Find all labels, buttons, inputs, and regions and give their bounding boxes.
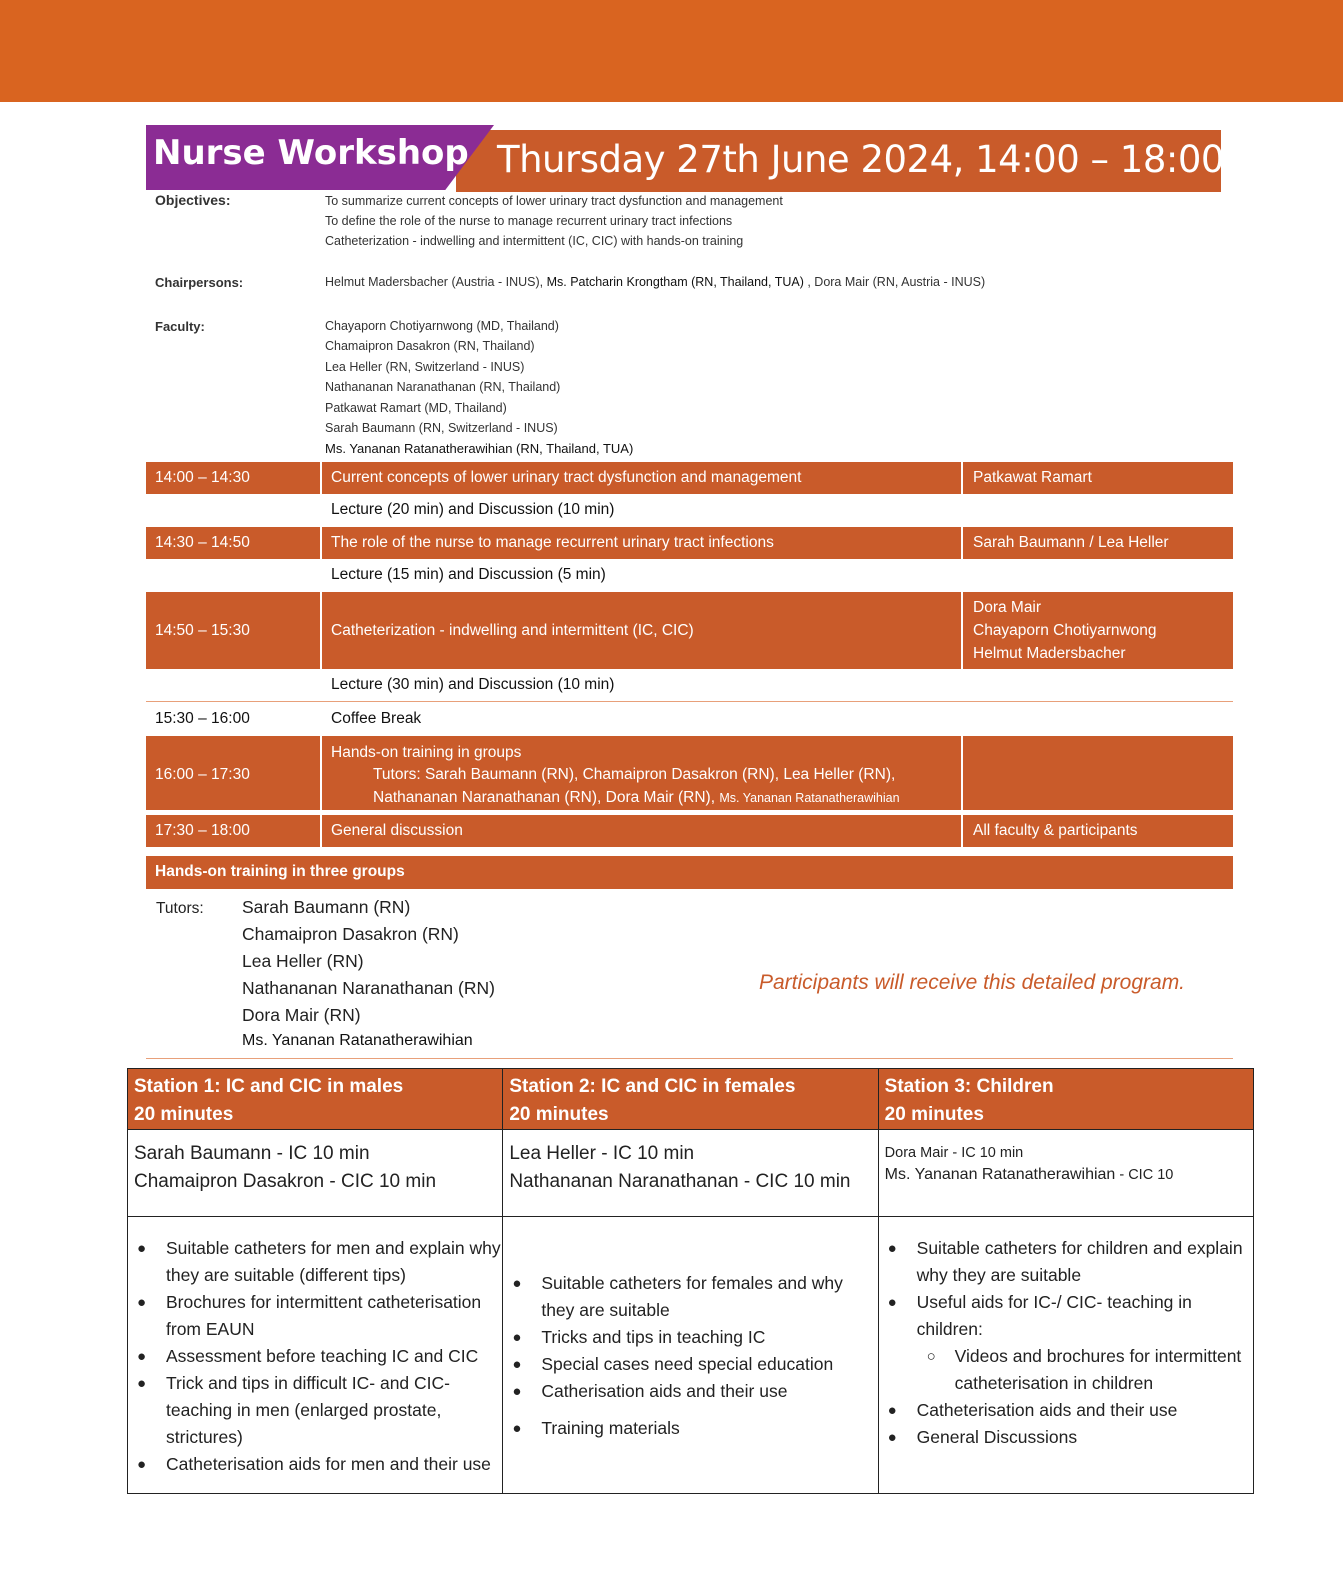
session-topic: The role of the nurse to manage recurrent urinary tract infections	[331, 534, 774, 551]
session-tutors: Tutors: Sarah Baumann (RN), Chamaipron Dasakron (RN), Lea Heller (RN),	[373, 766, 896, 783]
faculty-label: Faculty:	[155, 319, 205, 334]
bullet-dot-icon: ●	[512, 1275, 522, 1292]
bullet-dot-icon: ●	[137, 1375, 147, 1392]
list-item-text: Useful aids for IC-/ CIC- teaching in children:	[916, 1292, 1192, 1339]
column-divider	[961, 736, 963, 810]
list-item-text: Training materials	[541, 1418, 680, 1438]
schedule-row	[146, 462, 1233, 494]
session-speaker: Dora Mair	[973, 599, 1042, 616]
instructor-line: Nathananan Naranathanan - CIC 10 min	[509, 1171, 851, 1192]
list-item-text: Special cases need special education	[541, 1354, 834, 1374]
station-duration: 20 minutes	[509, 1104, 609, 1125]
list-item	[128, 1289, 502, 1343]
session-speaker: Sarah Baumann / Lea Heller	[973, 534, 1169, 551]
list-item-text: Videos and brochures for intermittent catheterisation in children	[954, 1346, 1242, 1393]
list-item-text: Catheterisation aids and their use	[916, 1400, 1178, 1420]
station-duration: 20 minutes	[884, 1104, 984, 1125]
faculty-member: Chamaipron Dasakron (RN, Thailand)	[325, 339, 535, 353]
list-item	[879, 1235, 1253, 1289]
station-instructors	[128, 1130, 503, 1217]
column-divider	[320, 592, 322, 669]
chairperson-2: Ms. Patcharin Krongtham (RN, Thailand, TUA)	[546, 275, 804, 289]
list-item	[128, 1235, 502, 1289]
list-item-text: Catheterisation aids for men and their use	[166, 1454, 491, 1474]
topic-list	[503, 1270, 877, 1442]
faculty-member: Sarah Baumann (RN, Switzerland - INUS)	[325, 421, 558, 435]
faculty-member: Lea Heller (RN, Switzerland - INUS)	[325, 360, 525, 374]
objective-item: To define the role of the nurse to manage recurrent urinary tract infections	[325, 214, 733, 228]
chairperson-3: , Dora Mair (RN, Austria - INUS)	[803, 275, 986, 289]
column-divider	[961, 527, 963, 559]
session-tutor-small: Ms. Yananan Ratanatherawihian	[719, 791, 900, 805]
faculty-member: Ms. Yananan Ratanatherawihian (RN, Thailand, TUA)	[325, 441, 634, 456]
bullet-dot-icon: ●	[887, 1240, 897, 1257]
session-speaker: Patkawat Ramart	[973, 469, 1092, 486]
column-divider	[961, 815, 963, 847]
list-item	[503, 1415, 877, 1442]
schedule-row	[146, 592, 1233, 669]
station-header	[503, 1069, 878, 1130]
tutor-name: Dora Mair (RN)	[242, 1005, 361, 1025]
hands-on-header	[146, 856, 1233, 889]
station-title: Station 2: IC and CIC in females	[509, 1076, 796, 1097]
column-divider	[320, 815, 322, 847]
instructor-role: - CIC 10	[1115, 1167, 1174, 1183]
session-time: 14:50 – 15:30	[155, 622, 250, 639]
bullet-dot-icon: ●	[512, 1420, 522, 1437]
bullet-dot-icon: ●	[512, 1356, 522, 1373]
bullet-dot-icon: ●	[512, 1329, 522, 1346]
list-item-text: Catherisation aids and their use	[541, 1381, 788, 1401]
column-divider	[320, 462, 322, 494]
session-topic: Current concepts of lower urinary tract dysfunction and management	[331, 469, 802, 486]
list-item-text: Tricks and tips in teaching IC	[541, 1327, 766, 1347]
session-format-row	[146, 499, 1233, 523]
bullet-dot-icon: ●	[512, 1383, 522, 1400]
chairperson-1: Helmut Madersbacher (Austria - INUS),	[325, 275, 547, 289]
session-speaker: All faculty & participants	[973, 822, 1138, 839]
session-time: 16:00 – 17:30	[155, 766, 250, 783]
list-item	[503, 1378, 877, 1405]
circle-bullet-icon: ○	[926, 1348, 936, 1365]
station-topics	[878, 1217, 1253, 1494]
session-time: 14:30 – 14:50	[155, 534, 250, 551]
instructor-line	[885, 1164, 1247, 1186]
list-item-text: Assessment before teaching IC and CIC	[166, 1346, 479, 1366]
list-item	[128, 1343, 502, 1370]
instructor-name: Ms. Yananan Ratanatherawihian	[884, 1166, 1116, 1183]
session-topic: Hands-on training in groups	[331, 744, 522, 761]
column-divider	[961, 592, 963, 669]
bullet-dot-icon: ●	[137, 1456, 147, 1473]
tutor-name: Ms. Yananan Ratanatherawihian	[242, 1032, 473, 1049]
session-speaker: Helmut Madersbacher	[973, 645, 1126, 662]
station-topics	[503, 1217, 878, 1494]
objective-item: Catheterization - indwelling and intermittent (IC, CIC) with hands-on training	[325, 234, 744, 248]
bullet-dot-icon: ●	[887, 1294, 897, 1311]
list-item-text: Suitable catheters for children and explain why they are suitable	[916, 1238, 1243, 1285]
faculty-member: Nathananan Naranathanan (RN, Thailand)	[325, 380, 561, 394]
session-speaker: Chayaporn Chotiyarnwong	[973, 622, 1157, 639]
session-topic: Coffee Break	[331, 710, 422, 727]
list-item	[503, 1324, 877, 1351]
column-divider	[320, 527, 322, 559]
tutor-name: Sarah Baumann (RN)	[242, 897, 411, 917]
bullet-dot-icon: ●	[887, 1429, 897, 1446]
session-format: Lecture (20 min) and Discussion (10 min)	[331, 501, 615, 518]
session-tutors-names: Nathananan Naranathanan (RN), Dora Mair (RN),	[373, 789, 720, 806]
bullet-dot-icon: ●	[887, 1402, 897, 1419]
session-topic: Catheterization - indwelling and intermittent (IC, CIC)	[331, 622, 694, 639]
sub-list	[917, 1343, 1253, 1397]
list-item-text: Trick and tips in difficult IC- and CIC- teaching in men (enlarged prostate, strictures)	[166, 1373, 450, 1447]
faculty-member: Chayaporn Chotiyarnwong (MD, Thailand)	[325, 319, 559, 333]
schedule-row	[146, 815, 1233, 847]
schedule-row	[146, 706, 1233, 732]
session-format-row	[146, 564, 1233, 588]
list-item	[128, 1451, 502, 1478]
list-item	[503, 1270, 877, 1324]
session-format: Lecture (15 min) and Discussion (5 min)	[331, 566, 606, 583]
session-time: 17:30 – 18:00	[155, 822, 250, 839]
session-format: Lecture (30 min) and Discussion (10 min)	[331, 676, 615, 693]
tutor-name: Lea Heller (RN)	[242, 951, 364, 971]
program-note: Participants will receive this detailed program.	[759, 971, 1186, 994]
tutor-name: Nathananan Naranathanan (RN)	[242, 978, 495, 998]
list-item-text: Suitable catheters for females and why they are suitable	[541, 1273, 843, 1320]
list-item-text: Suitable catheters for men and explain why they are suitable (different tips)	[166, 1238, 501, 1285]
divider-line	[146, 1058, 1233, 1059]
chairpersons-label: Chairpersons:	[155, 275, 244, 290]
station-instructors	[503, 1130, 878, 1217]
station-header	[878, 1069, 1253, 1130]
topic-list	[128, 1235, 502, 1478]
station-topics	[128, 1217, 503, 1494]
hands-on-title: Hands-on training in three groups	[155, 863, 405, 880]
instructor-line: Chamaipron Dasakron - CIC 10 min	[134, 1171, 437, 1192]
sub-list-item	[917, 1343, 1253, 1397]
top-banner	[0, 0, 1343, 102]
chairpersons-list	[325, 275, 985, 289]
stations-table	[127, 1068, 1254, 1494]
session-format-row	[146, 674, 1233, 698]
list-item	[128, 1370, 502, 1451]
instructor-line: Lea Heller - IC 10 min	[509, 1143, 695, 1164]
objective-item: To summarize current concepts of lower urinary tract dysfunction and management	[325, 194, 783, 208]
bullet-dot-icon: ●	[137, 1240, 147, 1257]
event-date-time: Thursday 27th June 2024, 14:00 – 18:00	[497, 138, 1224, 181]
station-title: Station 3: Children	[884, 1076, 1054, 1097]
bullet-dot-icon: ●	[137, 1348, 147, 1365]
divider-line	[146, 701, 1233, 702]
station-duration: 20 minutes	[134, 1104, 234, 1125]
station-title: Station 1: IC and CIC in males	[134, 1076, 404, 1097]
tutors-label: Tutors:	[156, 900, 204, 917]
instructor-line: Sarah Baumann - IC 10 min	[134, 1143, 370, 1164]
schedule-row	[146, 736, 1233, 810]
list-item-text: General Discussions	[916, 1427, 1078, 1447]
session-tutors	[373, 789, 900, 807]
station-header	[128, 1069, 503, 1130]
schedule-row	[146, 527, 1233, 559]
objectives-label: Objectives:	[155, 192, 231, 208]
column-divider	[320, 736, 322, 810]
tutor-name: Chamaipron Dasakron (RN)	[242, 924, 459, 944]
session-topic: General discussion	[331, 822, 463, 839]
list-item	[879, 1289, 1253, 1397]
list-item-text: Brochures for intermittent catheterisation from EAUN	[166, 1292, 482, 1339]
station-instructors	[878, 1130, 1253, 1217]
topic-list	[879, 1235, 1253, 1451]
session-time: 14:00 – 14:30	[155, 469, 250, 486]
faculty-member: Patkawat Ramart (MD, Thailand)	[325, 401, 507, 415]
workshop-badge-label: Nurse Workshop	[153, 133, 469, 173]
bullet-dot-icon: ●	[137, 1294, 147, 1311]
list-item	[879, 1397, 1253, 1424]
list-item	[879, 1424, 1253, 1451]
column-divider	[961, 462, 963, 494]
session-time: 15:30 – 16:00	[155, 710, 250, 727]
list-item	[503, 1351, 877, 1378]
instructor-line: Dora Mair - IC 10 min	[884, 1145, 1024, 1161]
